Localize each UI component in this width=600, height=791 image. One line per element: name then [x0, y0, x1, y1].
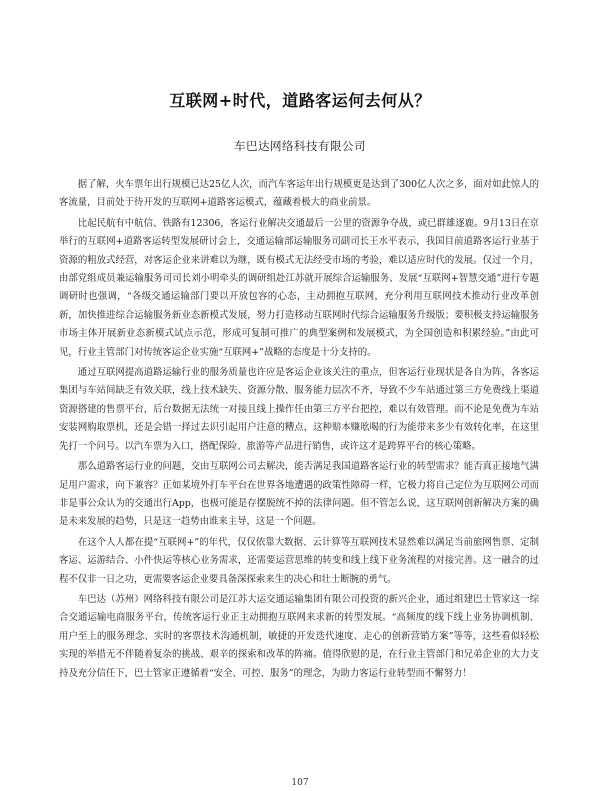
- paragraph: 车巴达（苏州）网络科技有限公司是江苏大运交通运输集团有限公司投资的新兴企业，通过组建巴士管家这一综合交通运输电商服务平台，传统客运行业正主动拥抱互联网来求新的转型发展。“高频度的线下线上业务协调机制、用户至上的服务理念、实时的客票技术沟通机制，敏捷的开发迭代速度、走心的创新营销方案”等等，这些看似轻松实现的举措无不伴随着复杂的挑战、艰辛的探索和改革的阵痛。值得欣慰的是，在行业主管部门和兄弟企业的大力支持及充分信任下，巴士管家正遵循着“安全、可控、服务”的理念，为助力客运行业转型而不懈努力！: [59, 593, 539, 679]
- article-title: 互联网+时代，道路客运何去何从？: [169, 91, 431, 110]
- paragraph: 在这个人人都在提“互联网+”的年代，仅仅依靠大数据、云计算等互联网技术显然难以满足当前旅网售票、定制客运、运游结合、小件快运等核心业务需求，还需要运营思维的转变和线上线下业务流程的对接完善。这一融合的过程不仅非一日之功，更需要客运企业要具备深探索来生的决心和壮士断腕的勇气。: [59, 536, 539, 585]
- article-author: 车巴达网络科技有限公司: [234, 139, 366, 153]
- paragraph: 通过互联网提高道路运输行业的服务质量也许应是客运企业该关注的重点，但客运行业现状是各自为阵，各客运集团与车站间缺乏有效关联，线上技术缺失、资源分散、服务能力层次不齐，导致不少车站通过第三方免费线上渠道资源搭建的售票平台，后台数据无法统一对接且线上操作任由第三方平台把控，难以有效管理。而不论是免费为车站安装网购取票机，还是会错一择过去识引起用户注意的糟点，这种赔本赚吆喝的行为能带来多少有效转化率，在这里先打一个问号。以汽车票为入口，搭配保险、旅游等产品进行销售，或许这才是跨界平台的核心策略。: [59, 367, 539, 452]
- page-number: 107: [291, 778, 309, 788]
- article-body: [59, 176, 539, 685]
- paragraph: 那么道路客运行业的问题，交由互联网公司去解决，能否满足我国道路客运行业的转型需求？能否真正接地气满足用户需求，向下兼容？正如某境外打车平台在世界各地遭遇的政策性障碍一样，它极力将自己定位为互联网公司而非是事公众认为的交通出行App，也极可能是存摆脱统不掉的法律问题。但不管怎么说，这互联网创新解决方案的确是未来发展的趋势，只是这一趋势由谁来主导，这是一个问题。: [59, 461, 539, 528]
- paragraph: 据了解，火车票年出行规模已达25亿人次，而汽车客运年出行规模更是达到了300亿人次之多，面对如此惊人的客流量，目前处于待开发的互联网+道路客运模式，蕴藏着极大的商业前景。: [59, 179, 539, 209]
- paragraph: 比起民航有中航信、铁路有12306，客运行业解决交通最后一公里的资源争夺战，或已群雄逐鹿。9月13日在京举行的互联网+道路客运转型发展研讨会上，交通运输部运输服务司副司长王水平表示，我国目前道路客运行业基于资源的粗放式经营，对客运企业来讲难以为继，既有模式无法经受市场的考验，难以适应时代的发展。仅过一个月，由部党组成员兼运输服务司司长刘小明牵头的调研组赴江苏就开展综合运输服务、发展“互联网+智慧交通”进行专题调研时也强调，“各级交通运输部门要以开放包容的心态，主动拥抱互联网，充分利用互联网技术推动行业改革创新，加快推进综合运输服务新业态新模式发展，努力打造移动互联网时代综合运输服务升级版；要积极支持运输服务市场主体开展新业态新模式试点示范，形成可复制可推广的典型案例和发展模式，为全国创造和积累经验。”由此可见，行业主管部门对传统客运企业实施“互联网+”战略的态度是十分支持的。: [59, 217, 539, 358]
